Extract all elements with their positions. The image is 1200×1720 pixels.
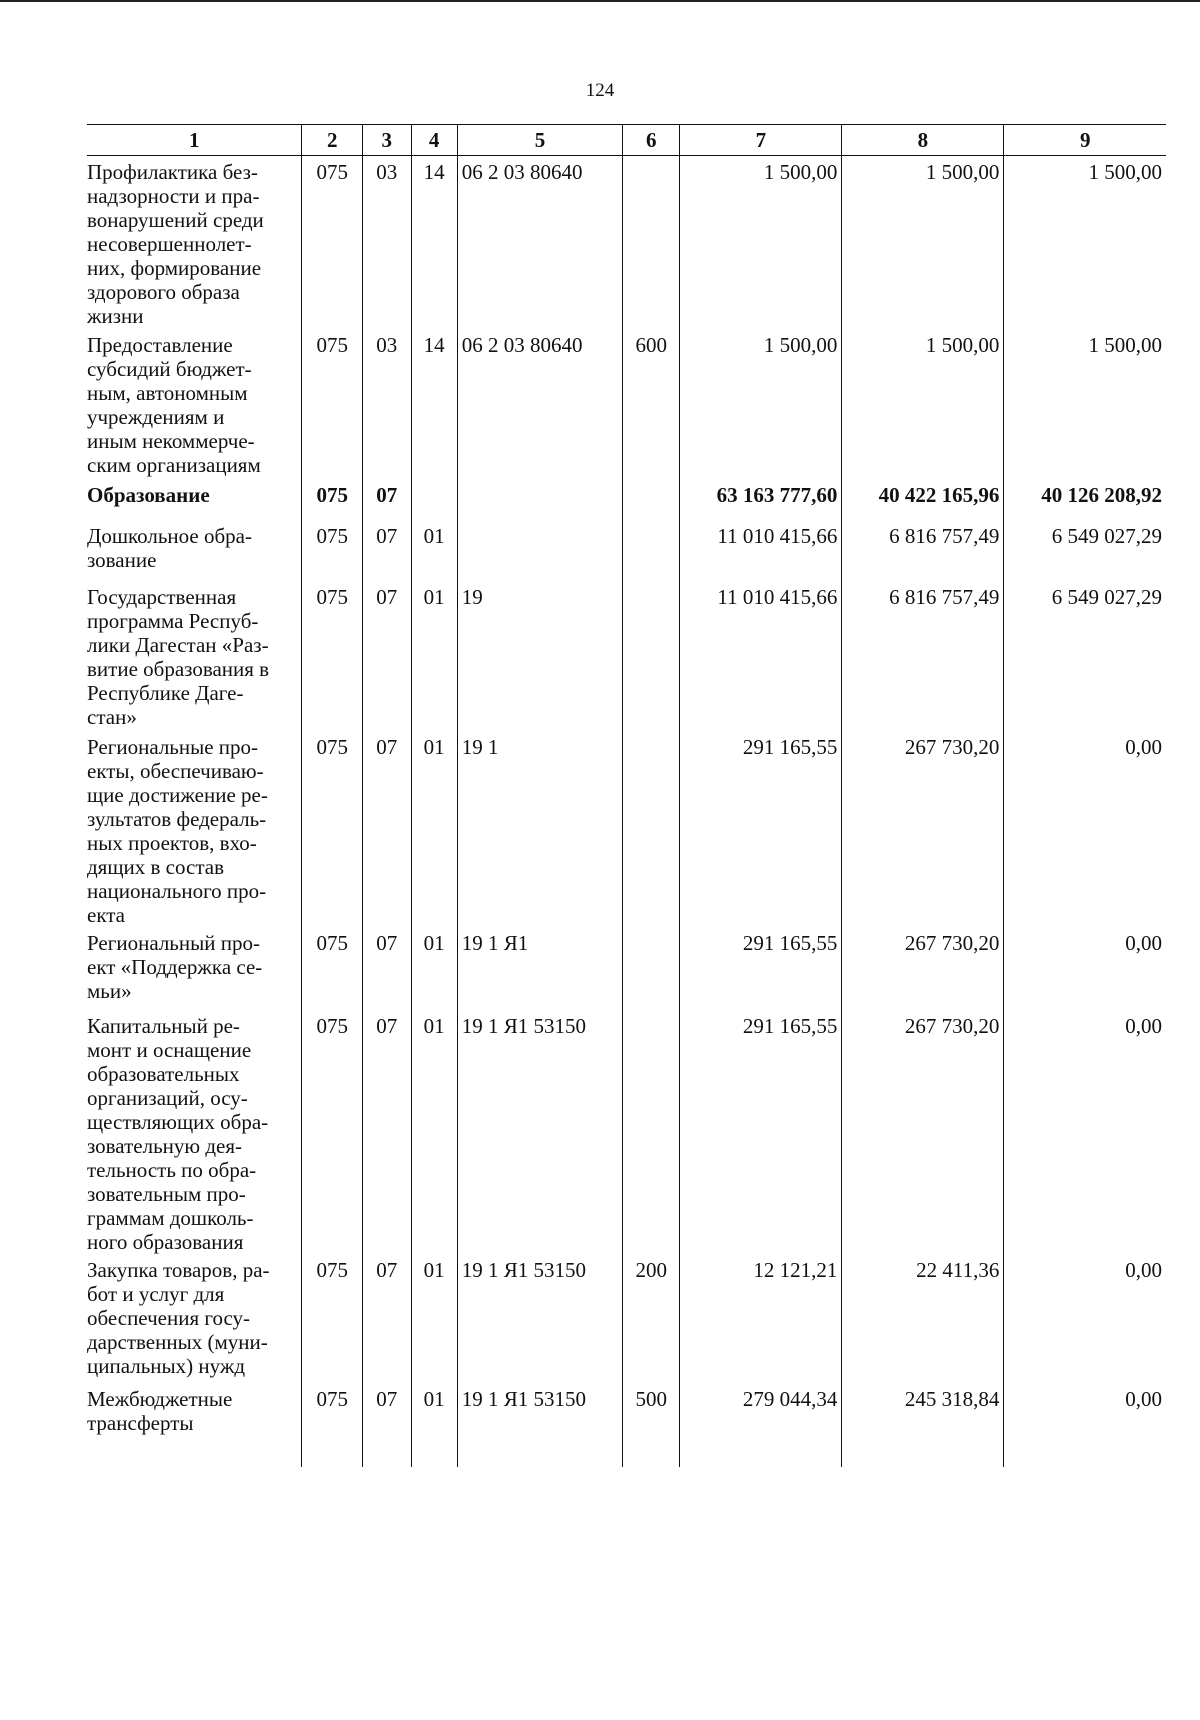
cell-col7: 63 163 777,60 — [680, 479, 842, 520]
cell-col3: 07 — [363, 1254, 411, 1383]
cell-col9: 0,00 — [1004, 1010, 1166, 1254]
cell-col6 — [623, 479, 680, 520]
cell-col2: 075 — [302, 731, 363, 927]
cell-col8: 1 500,00 — [842, 156, 1004, 329]
cell-col2: 075 — [302, 927, 363, 1010]
table-row — [87, 156, 1166, 329]
cell-col6 — [623, 520, 680, 581]
cell-col8: 267 730,20 — [842, 1010, 1004, 1254]
cell-col3: 03 — [363, 329, 411, 479]
top-border-line — [0, 0, 1200, 2]
cell-col3: 07 — [363, 1010, 411, 1254]
cell-col7: 279 044,34 — [680, 1383, 842, 1467]
cell-col9: 1 500,00 — [1004, 156, 1166, 329]
cell-col2: 075 — [302, 329, 363, 479]
row-name: Закупка товаров, ра- бот и услуг для обеспечения госу- дарственных (муни- ципальных) нужд — [87, 1257, 270, 1378]
table-row — [87, 927, 1166, 1010]
table-row — [87, 479, 1166, 520]
cell-col4: 01 — [411, 1010, 457, 1254]
row-name: Межбюджетные трансферты — [87, 1386, 233, 1435]
cell-col8: 22 411,36 — [842, 1254, 1004, 1383]
cell-col5: 06 2 03 80640 — [457, 156, 622, 329]
column-header: 6 — [623, 125, 680, 156]
cell-col9: 0,00 — [1004, 1383, 1166, 1467]
cell-col7: 11 010 415,66 — [680, 520, 842, 581]
column-header: 3 — [363, 125, 411, 156]
cell-col9: 0,00 — [1004, 731, 1166, 927]
column-header: 5 — [457, 125, 622, 156]
column-header: 9 — [1004, 125, 1166, 156]
cell-col8: 40 422 165,96 — [842, 479, 1004, 520]
cell-col4: 01 — [411, 581, 457, 731]
cell-col4: 01 — [411, 927, 457, 1010]
cell-col8: 267 730,20 — [842, 731, 1004, 927]
cell-col6: 200 — [623, 1254, 680, 1383]
row-name: Региональные про- екты, обеспечиваю- щие достижение ре- зультатов федераль- ных проектов, вхо- дящих в состав национального про- екта — [87, 734, 268, 927]
cell-col3: 07 — [363, 581, 411, 731]
cell-col7: 1 500,00 — [680, 156, 842, 329]
cell-col5: 19 1 Я1 53150 — [457, 1010, 622, 1254]
cell-col4: 14 — [411, 329, 457, 479]
row-name: Региональный про- ект «Поддержка се- мьи» — [87, 930, 263, 1003]
cell-col5: 19 1 Я1 53150 — [457, 1383, 622, 1467]
cell-col9: 40 126 208,92 — [1004, 479, 1166, 520]
cell-col7: 291 165,55 — [680, 1010, 842, 1254]
page-number: 124 — [585, 80, 615, 101]
budget-table — [87, 124, 1166, 1467]
cell-col4: 14 — [411, 156, 457, 329]
cell-col3: 07 — [363, 1383, 411, 1467]
cell-col8: 245 318,84 — [842, 1383, 1004, 1467]
cell-col3: 07 — [363, 479, 411, 520]
cell-col7: 291 165,55 — [680, 927, 842, 1010]
cell-col6 — [623, 731, 680, 927]
cell-col5: 19 1 — [457, 731, 622, 927]
cell-col7: 11 010 415,66 — [680, 581, 842, 731]
row-name: Образование — [87, 482, 210, 507]
cell-col6: 500 — [623, 1383, 680, 1467]
table-header-row — [87, 125, 1166, 156]
cell-col3: 03 — [363, 156, 411, 329]
cell-col5 — [457, 479, 622, 520]
cell-col2: 075 — [302, 479, 363, 520]
table-row — [87, 329, 1166, 479]
table-row — [87, 1383, 1166, 1467]
cell-col4: 01 — [411, 1254, 457, 1383]
cell-col5: 19 — [457, 581, 622, 731]
row-name: Государственная программа Респуб- лики Дагестан «Раз- витие образования в Республике Даге- стан» — [87, 584, 270, 729]
cell-col3: 07 — [363, 731, 411, 927]
row-name: Предоставление субсидий бюджет- ным, автономным учреждениям и иным некоммерче- ским организациям — [87, 332, 261, 477]
cell-col8: 267 730,20 — [842, 927, 1004, 1010]
cell-col8: 1 500,00 — [842, 329, 1004, 479]
cell-col2: 075 — [302, 581, 363, 731]
cell-col4 — [411, 479, 457, 520]
cell-col5: 19 1 Я1 — [457, 927, 622, 1010]
table-row — [87, 581, 1166, 731]
row-name: Дошкольное обра- зование — [87, 523, 252, 572]
cell-col6 — [623, 156, 680, 329]
column-header: 2 — [302, 125, 363, 156]
cell-col2: 075 — [302, 156, 363, 329]
cell-col2: 075 — [302, 1010, 363, 1254]
column-header: 4 — [411, 125, 457, 156]
table-row — [87, 1254, 1166, 1383]
cell-col9: 1 500,00 — [1004, 329, 1166, 479]
table-row — [87, 1010, 1166, 1254]
cell-col8: 6 816 757,49 — [842, 520, 1004, 581]
cell-col7: 12 121,21 — [680, 1254, 842, 1383]
table-row — [87, 520, 1166, 581]
cell-col3: 07 — [363, 927, 411, 1010]
cell-col4: 01 — [411, 1383, 457, 1467]
row-name: Профилактика без- надзорности и пра- вонарушений среди несовершеннолет- них, формирование здорового образа жизни — [87, 160, 264, 328]
cell-col9: 0,00 — [1004, 1254, 1166, 1383]
cell-col4: 01 — [411, 731, 457, 927]
cell-col6: 600 — [623, 329, 680, 479]
cell-col7: 1 500,00 — [680, 329, 842, 479]
cell-col6 — [623, 581, 680, 731]
table-row — [87, 731, 1166, 927]
cell-col2: 075 — [302, 1383, 363, 1467]
row-name: Капитальный ре- монт и оснащение образовательных организаций, осу- ществляющих обра- зовательную дея- тельность по обра- зовательным про- граммам дошколь- ного образования — [87, 1013, 269, 1254]
cell-col2: 075 — [302, 520, 363, 581]
column-header: 1 — [87, 125, 302, 156]
cell-col3: 07 — [363, 520, 411, 581]
cell-col6 — [623, 1010, 680, 1254]
column-header: 8 — [842, 125, 1004, 156]
column-header: 7 — [680, 125, 842, 156]
cell-col2: 075 — [302, 1254, 363, 1383]
cell-col9: 0,00 — [1004, 927, 1166, 1010]
cell-col4: 01 — [411, 520, 457, 581]
cell-col9: 6 549 027,29 — [1004, 581, 1166, 731]
cell-col9: 6 549 027,29 — [1004, 520, 1166, 581]
cell-col7: 291 165,55 — [680, 731, 842, 927]
cell-col5: 19 1 Я1 53150 — [457, 1254, 622, 1383]
cell-col5 — [457, 520, 622, 581]
cell-col8: 6 816 757,49 — [842, 581, 1004, 731]
cell-col5: 06 2 03 80640 — [457, 329, 622, 479]
cell-col6 — [623, 927, 680, 1010]
